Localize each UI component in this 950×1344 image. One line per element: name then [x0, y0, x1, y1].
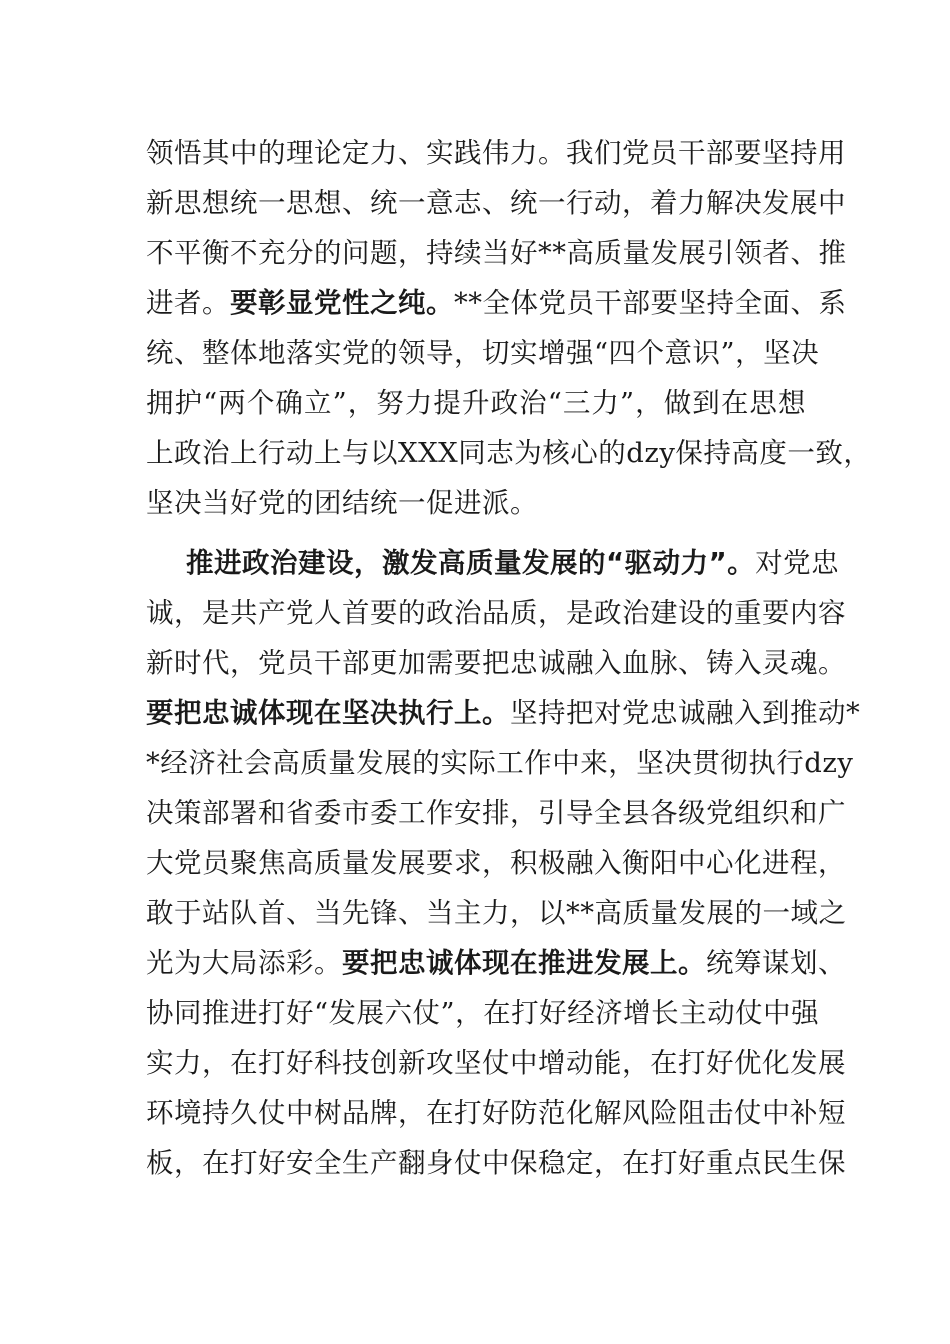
- text-line: [146, 1093, 846, 1133]
- text-line: [146, 793, 846, 833]
- body-text: 新时代，党员干部更加需要把忠诚融入血脉、铸入灵魂。: [146, 647, 846, 679]
- text-line: [146, 1043, 846, 1083]
- text-line: [146, 1143, 846, 1183]
- body-text: 领悟其中的理论定力、实践伟力。我们党员干部要坚持用: [146, 137, 846, 169]
- bold-heading-text: 要彰显党性之纯。: [230, 287, 454, 319]
- text-line: [146, 233, 847, 273]
- body-text: 敢于站队首、当先锋、当主力，以**高质量发展的一域之: [146, 897, 847, 929]
- text-line: [146, 333, 820, 373]
- body-text: 光为大局添彩。: [146, 947, 342, 979]
- text-line: [146, 943, 846, 983]
- text-line: [146, 283, 847, 323]
- body-text: 决策部署和省委市委工作安排，引导全县各级党组织和广: [146, 797, 846, 829]
- text-line: [146, 383, 806, 423]
- text-line: [146, 843, 846, 883]
- text-line: [146, 743, 854, 783]
- body-text: 上政治上行动上与以XXX同志为核心的dzy保持高度一致，: [146, 437, 872, 469]
- text-line: [146, 433, 872, 473]
- body-text: 统筹谋划、: [706, 947, 846, 979]
- body-text: 进者。: [146, 287, 230, 319]
- body-text: 拥护“两个确立”，努力提升政治“三力”，做到在思想: [146, 387, 806, 419]
- text-line: [146, 693, 861, 733]
- text-line: [146, 183, 846, 223]
- text-line: [146, 593, 846, 633]
- body-text: 诚，是共产党人首要的政治品质，是政治建设的重要内容: [146, 597, 846, 629]
- text-line: [146, 643, 846, 683]
- body-text: 坚持把对党忠诚融入到推动*: [510, 697, 861, 729]
- body-text: 板，在打好安全生产翻身仗中保稳定，在打好重点民生保: [146, 1147, 846, 1179]
- bold-heading-text: 要把忠诚体现在坚决执行上。: [146, 697, 510, 729]
- bold-heading-text: 要把忠诚体现在推进发展上。: [342, 947, 706, 979]
- body-text: 新思想统一思想、统一意志、统一行动，着力解决发展中: [146, 187, 846, 219]
- text-line: [146, 133, 846, 173]
- bold-heading-text: 推进政治建设，激发高质量发展的“驱动力”。: [186, 547, 756, 579]
- body-text: 大党员聚焦高质量发展要求，积极融入衡阳中心化进程，: [146, 847, 846, 879]
- body-text: 坚决当好党的团结统一促进派。: [146, 487, 538, 519]
- body-text: 环境持久仗中树品牌，在打好防范化解风险阻击仗中补短: [146, 1097, 846, 1129]
- text-line: [146, 893, 847, 933]
- body-text: 对党忠: [755, 547, 840, 579]
- body-text: **全体党员干部要坚持全面、系: [454, 287, 847, 319]
- text-line: [146, 993, 820, 1033]
- body-text: 不平衡不充分的问题，持续当好**高质量发展引领者、推: [146, 237, 847, 269]
- body-text: 协同推进打好“发展六仗”，在打好经济增长主动仗中强: [146, 997, 820, 1029]
- body-text: 统、整体地落实党的领导，切实增强“四个意识”，坚决: [146, 337, 820, 369]
- body-text: 实力，在打好科技创新攻坚仗中增动能，在打好优化发展: [146, 1047, 846, 1079]
- body-text: *经济社会高质量发展的实际工作中来，坚决贯彻执行dzy: [146, 747, 854, 779]
- text-line: [146, 483, 806, 523]
- text-line: [186, 543, 840, 583]
